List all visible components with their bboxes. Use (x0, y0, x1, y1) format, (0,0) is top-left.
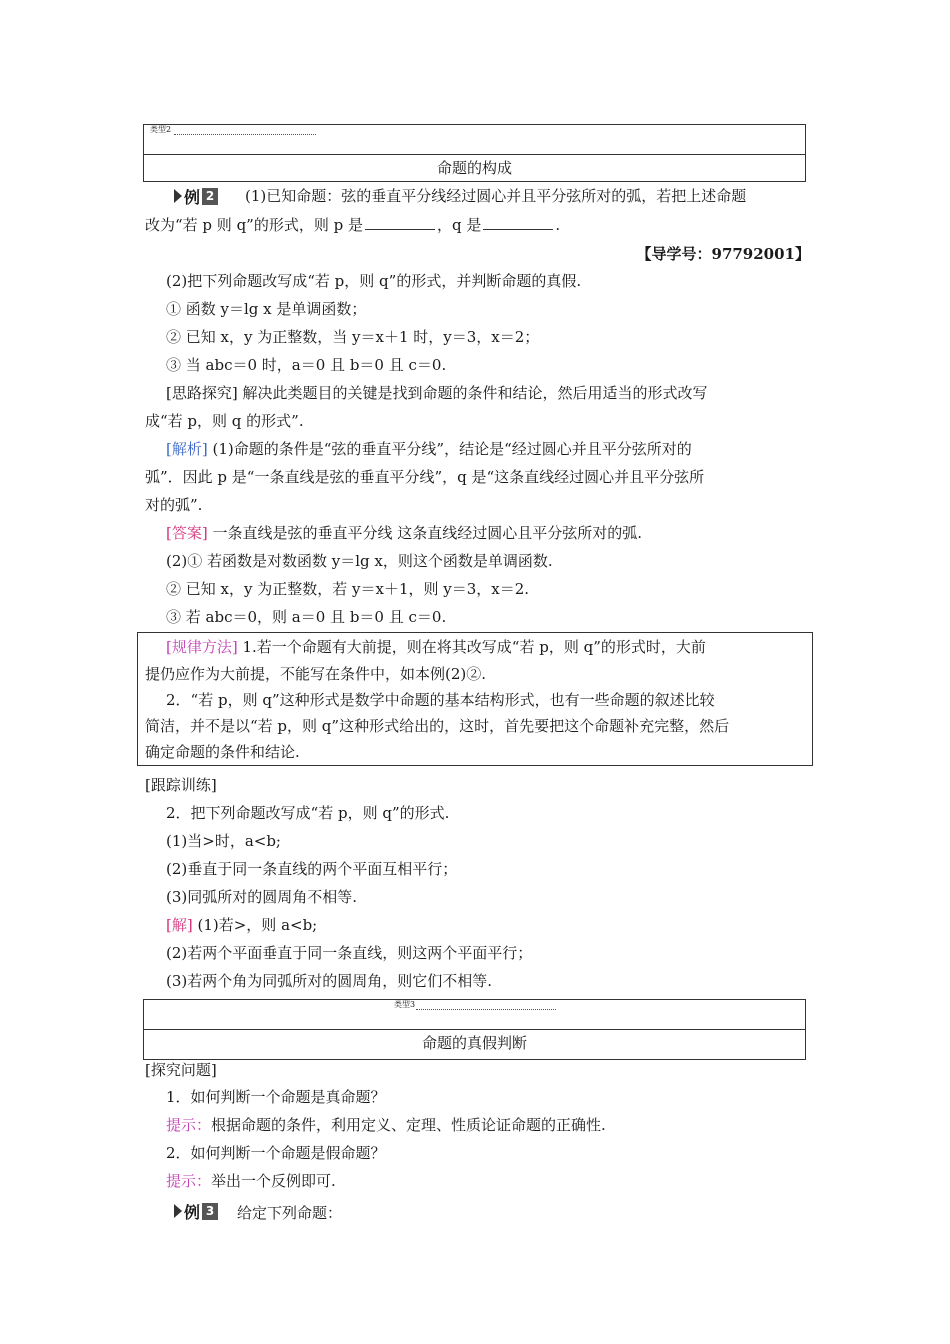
example2-item2: ② 已知 x，y 为正整数，当 y＝x＋1 时，y＝3，x＝2； (166, 328, 540, 346)
explore-tag: [探究问题] (145, 1061, 217, 1079)
training-question: 2．把下列命题改写成“若 p，则 q”的形式. (166, 804, 450, 822)
method-tag: [规律方法] (166, 638, 238, 656)
explore-q1: 1．如何判断一个命题是真命题？ (166, 1088, 386, 1106)
training-s1-text: (1)若>，则 a<b; (192, 916, 318, 934)
type3-header-box (143, 999, 806, 1060)
type3-small-label: 类型3 (394, 1000, 416, 1009)
example2-line2-c: . (555, 216, 561, 234)
example3-number: 3 (202, 1203, 218, 1220)
solution-tag: [解] (166, 916, 193, 934)
answer-text1: 一条直线是弦的垂直平分线 这条直线经过圆心且平分弦所对的弧. (207, 524, 643, 542)
analysis-tag: [解析] (166, 440, 208, 458)
hint-tag-2: 提示： (166, 1172, 212, 1190)
example-triangle-icon (174, 189, 182, 203)
thinking-line1 (166, 383, 831, 403)
training-q3: (3)同弧所对的圆周角不相等. (166, 888, 358, 906)
training-q1: (1)当>时，a<b; (166, 832, 281, 850)
answer-blank-q (483, 217, 553, 230)
method-line2: 提仍应作为大前提，不能写在条件中，如本例(2)②. (145, 665, 487, 683)
answer-line4: ③ 若 abc＝0，则 a＝0 且 b＝0 且 c＝0. (166, 608, 447, 626)
explore-q2: 2．如何判断一个命题是假命题？ (166, 1144, 386, 1162)
example3-text: 给定下列命题： (237, 1204, 343, 1222)
example2-item1: ① 函数 y＝lg x 是单调函数； (166, 300, 367, 318)
thinking-line2: 成“若 p，则 q 的形式”. (145, 412, 304, 430)
type2-title: 命题的构成 (436, 159, 512, 177)
thinking-tag: [思路探究] (166, 384, 238, 402)
example-triangle-icon (174, 1204, 182, 1218)
explore-h2 (166, 1171, 831, 1191)
answer-line2: (2)① 若函数是对数函数 y＝lg x，则这个函数是单调函数. (166, 552, 553, 570)
example2-line2-a: 改为“若 p 则 q”的形式，则 p 是 (145, 216, 363, 234)
analysis-line2: 弧”．因此 p 是“一条直线是弦的垂直平分线”，q 是“这条直线经过圆心并且平分弦所 (145, 468, 705, 486)
example2-word: 例 (184, 187, 201, 207)
answer-tag: [答案] (166, 524, 208, 542)
method-text1: 1.若一个命题有大前提，则在将其改写成“若 p，则 q”的形式时，大前 (237, 638, 706, 656)
thinking-text1: 解决此类题目的关键是找到命题的条件和结论，然后用适当的形式改写 (237, 384, 708, 402)
explore-h1-text: 根据命题的条件，利用定义、定理、性质论证命题的正确性. (211, 1116, 606, 1134)
type2-header-box (143, 124, 806, 182)
answer-blank-p (365, 217, 435, 230)
example2-item3: ③ 当 abc＝0 时，a＝0 且 b＝0 且 c＝0. (166, 356, 447, 374)
training-q2: (2)垂直于同一条直线的两个平面互相平行； (166, 860, 458, 878)
type2-dotted-line (174, 134, 316, 135)
example3-word: 例 (184, 1202, 201, 1222)
example2-badge (174, 186, 218, 206)
answer-line1 (166, 523, 831, 543)
example2-part2: (2)把下列命题改写成“若 p，则 q”的形式，并判断命题的真假. (166, 272, 582, 290)
example2-number: 2 (202, 188, 218, 205)
type3-title: 命题的真假判断 (421, 1034, 527, 1052)
type3-divider (144, 1029, 805, 1030)
explore-h1 (166, 1115, 831, 1135)
method-line4: 简洁，并不是以“若 p，则 q”这种形式给出的，这时，首先要把这个命题补充完整，然后 (145, 717, 730, 735)
explore-h2-text: 举出一个反例即可. (211, 1172, 336, 1190)
training-s1 (166, 915, 831, 935)
analysis-line3: 对的弧”. (145, 496, 203, 514)
example2-line2 (145, 215, 810, 235)
type2-divider (144, 154, 805, 155)
training-tag: [跟踪训练] (145, 776, 217, 794)
training-s2: (2)若两个平面垂直于同一条直线，则这两个平面平行； (166, 944, 533, 962)
method-line1 (166, 637, 831, 657)
answer-line3: ② 已知 x，y 为正整数，若 y＝x＋1，则 y＝3，x＝2. (166, 580, 530, 598)
example2-line1: (1)已知命题：弦的垂直平分线经过圆心并且平分弦所对的弧，若把上述命题 (245, 187, 747, 205)
training-s3: (3)若两个角为同弧所对的圆周角，则它们不相等. (166, 972, 493, 990)
example3-badge (174, 1201, 218, 1221)
method-line3: 2．“若 p，则 q”这种形式是数学中命题的基本结构形式，也有一些命题的叙述比较 (166, 691, 715, 709)
method-line5: 确定命题的条件和结论. (145, 743, 300, 761)
type3-dotted-line (416, 1009, 556, 1010)
hint-tag-1: 提示： (166, 1116, 212, 1134)
analysis-line1 (166, 439, 831, 459)
example2-line2-b: ，q 是 (437, 216, 482, 234)
analysis-text1: (1)命题的条件是“弦的垂直平分线”，结论是“经过圆心并且平分弦所对的 (207, 440, 692, 458)
guide-number: 【导学号：97792001】 (636, 245, 810, 263)
type2-small-label: 类型2 (150, 125, 172, 134)
